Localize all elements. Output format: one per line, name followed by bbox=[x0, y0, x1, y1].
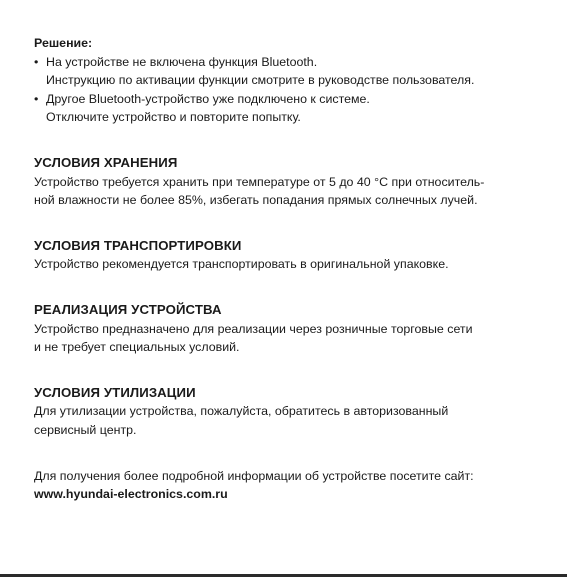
footer-text: Для получения более подробной информации об устройстве посетите сайт: bbox=[34, 468, 474, 483]
section-title: УСЛОВИЯ УТИЛИЗАЦИИ bbox=[34, 384, 196, 400]
section-text: сервисный центр. bbox=[34, 422, 137, 437]
solution-title: Решение: bbox=[34, 36, 93, 50]
footer-section bbox=[34, 467, 544, 504]
solution-item-line: Отключите устройство и повторите попытку. bbox=[46, 110, 301, 125]
section-text: Устройство предназначено для реализации через розничные торговые сети bbox=[34, 321, 473, 336]
solution-item-line: Другое Bluetooth-устройство уже подключено к системе. bbox=[46, 91, 370, 106]
section-title: УСЛОВИЯ ХРАНЕНИЯ bbox=[34, 154, 178, 170]
disposal-section bbox=[34, 384, 544, 440]
bullet-icon: • bbox=[34, 54, 39, 69]
manual-page bbox=[34, 34, 544, 504]
bullet-icon: • bbox=[34, 91, 39, 106]
solution-item-line: На устройстве не включена функция Bluetooth. bbox=[46, 54, 318, 69]
website-link[interactable]: www.hyundai-electronics.com.ru bbox=[34, 487, 228, 502]
section-text: Устройство требуется хранить при температуре от 5 до 40 °С при относитель- bbox=[34, 174, 485, 189]
solution-list bbox=[34, 53, 544, 127]
solution-item-line: Инструкцию по активации функции смотрите в руководстве пользователя. bbox=[46, 73, 475, 88]
section-text: Для утилизации устройства, пожалуйста, обратитесь в авторизованный bbox=[34, 404, 449, 419]
sales-section bbox=[34, 301, 544, 357]
section-text: и не требует специальных условий. bbox=[34, 340, 240, 355]
solution-item bbox=[34, 90, 544, 127]
solution-item bbox=[34, 53, 544, 90]
section-text: ной влажности не более 85%, избегать попадания прямых солнечных лучей. bbox=[34, 193, 478, 208]
section-title: РЕАЛИЗАЦИЯ УСТРОЙСТВА bbox=[34, 301, 222, 317]
section-title: УСЛОВИЯ ТРАНСПОРТИРОВКИ bbox=[34, 237, 242, 253]
section-text: Устройство рекомендуется транспортировать в оригинальной упаковке. bbox=[34, 257, 449, 272]
storage-section bbox=[34, 154, 544, 210]
transport-section bbox=[34, 237, 544, 274]
